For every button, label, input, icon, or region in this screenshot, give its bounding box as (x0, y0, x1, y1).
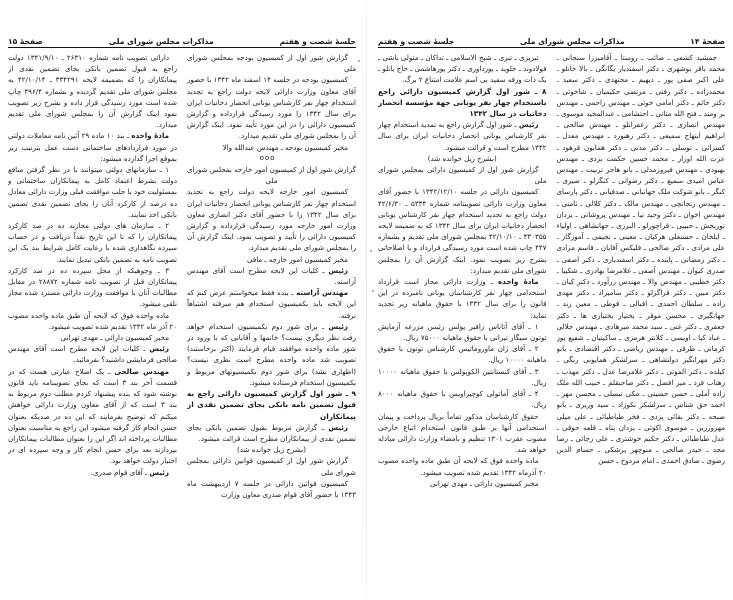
speaker-paragraph (8, 366, 177, 467)
paragraph: ۴ ـ آقای آماتولی کوچیراویس با حقوق ماهیانه ۸۰۰۰ ریال. (378, 389, 547, 410)
session-label: جلسهٔ شصت و هفتم (378, 37, 455, 46)
header-rule (378, 47, 725, 48)
scan-speck (358, 60, 360, 62)
publication-title: مذاکرات مجلس شورای ملی (108, 37, 214, 46)
paragraph: ماده واحده فوق که لایحه آن طبق ماده واحده مصوب ۲۰ آذرماه ۱۳۴۲ تقدیم شده تصویب میشود. (378, 456, 547, 477)
paragraph: جمشید کشفی ـ صائب ـ روستا ـ آقامیرزا سنجانی ـ محمد باقر بوشهری ـ دکتر اسفندیار یگانگی ـ بالا خانلو ـ علی اکبر صفی پور ـ دیهیم ـ مجتهدی ـ دکتر سعید ـ محمدزاده ـ دکتر رفتی ـ مرتضی حکیمیان ـ شاخوئی ـ دکتر حائم ـ دکتر امامی خوئی ـ مهندس راحمی ـ مهندس بر ومند ـ فتح الله متانی ـ احتشامی ـ عبدالمجید موسوی ـ مهندس انصاری ـ دکتر زعفرانلو ـ مهندس صالحی ـ ابراهیم ابتهاج سمیعی ـ دکتر رهنورد ـ مهندس معدل ـ کسرائی ـ توسلی ـ دکتر مدنی ـ دکتر همایون فرهود ـ عزت الله اوزار ـ محمد حسین حکمت یزدی ـ مهندس بهبودی ـ مهندس فیروزمدلی ـ بانو هاجر تربیت ـ مهندس عباس امیدی سمیع ـ دکتر رضوانی ـ کنگرلو ـ صیری ـ کنگر ـ بانو شوکت ملک جهانبانی ـ صدقیانی ـ دکتر پارسای ـ مهندس زنجانچی ـ مهندس مالک ـ دکتر کلالی ـ ثامنی ـ مهندس اخوان ـ دکتر وحید نیا ـ مهندس پروشانی ـ یزدان نوربخش ـ حبیبی ـ قراچورلو ـ البرزی ـ جهانشاهی ـ اولیاء ـ ایلخان ـ حسنعلی هرکیان ـ معینی ـ نجیمی ـ آموزگار ـ علی مرادی ـ دکتر صالحی ـ فلیکس آقایان ـ قاسم مرادی ـ دکتر رمضانی ـ پاینده ـ دکتر اسفندیاری ـ دکتر اصفی ـ صدری کیوان ـ مهندس آصفی ـ غلامرضا بهادری ـ شکیبا ـ دکتر خطیبی ـ مهندس والا ـ مهندس زرآورد ـ دکتر کیان ـ دکتر مبین ـ دکتر قراگزلو ـ دکتر سامیراد ـ دکتر مهدی زاده ـ سلطان احمدی ـ اقبالی ـ قوطی ـ معین زند ـ جهانگیری ـ محسن موقر ـ بختیار بختیاری ها ـ دکتر جعفری ـ دکتر غنی ـ سید محمد میرهادی ـ مهندس جلالی ـ عباد کیا ـ اویسی ـ کلانتر هرمزی ـ ساکینیان ـ شفیع پور کرمانی ـ طرقی ـ مهندس ریاضی ـ دکتر اقتصادی ـ بانو دکتر مهرانگیز دولتشاهی ـ سرلشکر همایونی ریگی ـ کیلده ـ دکتر الموتی ـ دکتر غلامرضا عدل ـ دکتر مهذب ـ زهتاب فرد ـ میر افضل ـ دکتر صاحبقلم ـ حبیب الله ملک زاده آملی ـ حسن حسینی ـ مکی تبسلی ـ محسن مهر ـ احمد حق شناس ـ سرلشکر نکوزاد ـ سید وزیری ـ بانو صبحه ـ دکتر بقائی یزدی ـ فخر طباطبائی ـ علی میلی مهرورزین ـ موسوی اکوئی ـ یزدان پناه ـ قلعه جوقی ـ عدل طباطبائی ـ دکتر حکیم خوشتری ـ علی رجائی ـ رضا مجد ـ حیدر صالحی ـ منوچهر پزشکی ـ حسام الدین رضوی ـ صادق احمدی ـ امام مردوخ ـ حسن (556, 53, 725, 466)
session-label: جلسهٔ شصت و هفتم (279, 37, 356, 46)
speaker-name: مادهٔ واحده (131, 131, 170, 141)
speech-text: ـ وزارت دارائی مجاز است قرارداد استخدامی چهار نفر کارشناسان یونانی نامبرده در این قانون را برای سال ۱۳۴۲ با حقوق ماهیانه زیر تجدید نماید: (378, 277, 547, 320)
paragraph: حقوق کارشناسان مذکور تماماً بریال پرداخت و پیمان استخدامی آنها بر طبق قانون استخدام اتباع خارجی مصوب عقرب ۱۳۰۱ تنظیم و بامضاء وزارت دارائی مبادله خواهد شد. (378, 411, 547, 455)
paragraph: کمیسیون قوانین دارائی در جلسه ۷ اردیبهشت ماه ۱۳۴۳ با حضور آقای قوام صدری معاون وزارت (187, 478, 356, 499)
speaker-name: رئیس (328, 265, 348, 275)
column-left (8, 52, 177, 590)
speech-text: ـ شور اول گزارش راجع به تمدید استخدام چهار نفر کارشناس یونانی انحصار دخانیات ایران برای سال ۱۳۴۲ مطرح است و قرائت میشود. (378, 120, 547, 152)
paragraph: گزارش شور اول از کمیسیون بودجه بمجلس شورای ملی (187, 53, 356, 74)
header-rule (8, 47, 356, 48)
speaker-name: مادهٔ واحده (498, 277, 539, 287)
speaker-paragraph (187, 287, 356, 321)
centered-note: (بشرح زیل خوانده شد) (237, 445, 306, 455)
section-separator: ooo (259, 153, 276, 162)
speaker-name: مهندس آراسته (296, 288, 349, 298)
column-right (187, 52, 356, 590)
paragraph: ماده واحده فوق که لایحه آن طبق ماده واحده مصوب ۲۰ آذر ماه ۱۳۴۲ تقدیم شده تصویب میشود. (8, 310, 177, 331)
section-heading: ۹ ـ شور اول گزارش کمیسیون دارائی راجع به قبول تضمین نامه بانکی بجای تضمین نقدی از پیمانکاران (187, 389, 356, 421)
left-page (0, 0, 366, 600)
speaker-name: رئیس (518, 120, 539, 130)
page-header (378, 32, 725, 46)
speech-text: ـ کلیات این لایحه مطرح است آقای مهندس صالحی فرمایشی داشتید؟ بفرمائید. (8, 344, 177, 365)
paragraph: تبریزی ـ تبری ـ شیخ الاسلامی ـ تداکان ـ متولی باشی ـ فولادوند ـ جلوید ـ پورداوری ـ دکتر پورهاشمی ـ حاج بانلو ـ یک ذات ورقه سفید بی اسم علامت امتناع ۲ برگ. (378, 53, 547, 85)
scan-speck (372, 290, 374, 292)
speech-text: ـ گزارش مربوط بقبول تضمین بانکی بجای تضمین نقدی از پیمانکاران مطرح است قرائت میشود. (187, 422, 356, 443)
speaker-paragraph (187, 265, 356, 287)
speaker-name: رئیس (328, 422, 348, 432)
centered-note: (بشرح زیل خوانده شد) (427, 153, 497, 163)
paragraph: مخبر کمیسیون دارائی ـ مهدی تهرانی (429, 478, 539, 488)
paragraph: ۳ ـ آقای کنستانتین الکوپولس با حقوق ماهیانه ۱۰۰۰۰ ریال. (378, 366, 547, 387)
speaker-paragraph (187, 422, 356, 444)
speech-text: ـ بند ۱۰ ماده ۲۹ آئین نامه معاملات دولتی در مورد قراردادهای ساختمانی دست عمل بترتیب زیر بموقع اجرا گذارده میشود: (8, 131, 177, 163)
paragraph: ۱ ـ سازمانهای دولتی میتوانند با در نظر گرفتن منافع دولت بشرط اعتماد کامل به پیمانکاران ساختمانی و بمسئولیت خود با جلب موافقت قبلی وزارت دارائی معادل ده درصد از کارکرد آنان را بجای تضمین نقدی تضمین بانکی اخذ نمایند. (8, 165, 177, 219)
speech-text: ـ آقای قوام صدری. (90, 467, 150, 477)
paragraph: مخبر کمیسیون امور خارجه ـ مافی (246, 254, 348, 264)
section-heading: ۸ ـ شور اول گزارش کمیسیون دارائی راجع باستخدام چهار نفر یونانی جهة مؤسسه انحصار دخانیات در سال ۱۳۴۲ (378, 86, 547, 119)
paragraph: ۳ ـ وجوهیکه از محل سپرده ده در صد کارکرد پیمانکاران قبل از تصویب نامه شماره ۲۸۸۷۲ در مقابل مطالبات آنان با موافقت وزارت دارائی مسترد شده مجاز تلقی میشود. (8, 265, 177, 309)
right-page (366, 0, 733, 600)
column-left (378, 52, 547, 590)
speaker-name: مهندس صالحی (114, 366, 169, 376)
speaker-paragraph (378, 119, 547, 153)
page-header (8, 32, 356, 46)
column-right (557, 52, 726, 590)
paragraph: کمیسیون امور خارجه لایحه دولت راجع به تجدید استخدام چهار نفر کارشناس یونانی انحصار دخانیات ایران برای سال ۱۳۴۲ را با حضور آقای دکتر انصاری معاون وزارت امور خارجه مورد رسیدگی قرارداده و گزارش کمیسیون دارائی را تأیید و تصویب نمود. اینک گزارش آن را بمجلس شورای ملی تقدیم میدارد. (187, 187, 356, 253)
centered-note: گزارش شور اول از کمیسیون امور خارجه بمجلس شورای ملی (187, 165, 356, 186)
paragraph: دارائی تصویب نامه شماره ۲۶۳۱۰ ـ ۱۳۴۱/۹/۱۰ دولت راجع به قبول تضمین بانکی بجای تضمین نقدی از پیمانکاران را که بضمیمه لایحه ۳۳۴۲۹۱ ـ ۴۲/۱۰/۱۴ به مجلس شورای ملی تقدیم گردیده و بشماره ۴۹۶/۴ چاپ شده است مورد رسیدگی قرار داده و بشرح زیر تصویب نمود اینک گزارش آن را بمجلس شورای ملی تقدیم میدارد. (8, 53, 177, 130)
speaker-name: رئیس (149, 344, 169, 354)
paragraph: مخبر کمیسیون بودجه ـ مهندس عبدالله والا (222, 142, 348, 152)
publication-title: مذاکرات مجلس شورای ملی (519, 37, 625, 46)
paragraph: ۲ ـ آقای ژان ماوروماتیس کارشناس توتون با حقوق ماهیانه ۱۰۰۰۰ ریال. (378, 344, 547, 365)
speaker-name: رئیس (149, 467, 169, 477)
speaker-paragraph (187, 321, 356, 388)
speaker-paragraph (378, 276, 547, 321)
speech-text: ـ یک اصلاح عبارتی هست که در قسمت آخر بند ۳ است که بجای تصویبنامه باید قانون نوشته شود که بنده پیشنهاد کردم مطلب دوم مربوط به بند ۳ است که از آقای معاون وزارت دارائی خواهش میکنم که توضیح بفرمایند که این ده در صدیکه بعنوان حسن انجام کار گرفته میشود این راجع به متاسبت بعنوان مطالبات پرداخته اند اگر این را بعنوان مطالبات پیمانکاران بپردازند بعد برای حسن انجام کار و وجه سپرده ای در اختیار دولت خواهد بود. (8, 366, 177, 466)
speech-text: ـ بنده فقط میخواستم عرض کنم که این لایحه باید بکمیسیون استخدام هم میرفته اشتباهاً نرفته. (187, 288, 356, 320)
speech-text: ـ برای شور دوم بکمیسیون استخدام خواهد رفت نظر دیگری نیست؟ خانمها و آقایانی که با ورود در شور ماده واحده موافقند قیام فرمایند (اکثر برخاستند) تصویب شد ماده واحده مطرح است نظری نیست؟ (اظهاری نشد) برای شور دوم بکمیسیونهای مربوط و بکمیسیون استخدام فرستاده میشود. (187, 321, 356, 387)
paragraph: کمیسیون بودجه در جلسه ۱۴ اسفند ماه ۱۳۴۲ با حضور آقای معاون وزارت دارائی لایحه دولت راجع به تجدید استخدام چهار نفر کارشناس یونانی انحصار دخانیات ایران برای سال ۱۳۴۲ را مورد رسیدگی قرارداده و گزارش کمیسیون دارائی را در این مورد تأیید نمود. اینک گزارش آن را بمجلس شورای ملی تقدیم میدارد. (187, 75, 356, 141)
speech-text: ـ کلیات این لایحه مطرح است آقای مهندس آراسته. (187, 265, 356, 287)
text-columns (8, 52, 356, 590)
scan-speck (370, 250, 372, 252)
paragraph: ۱ ـ آقای آتاناس زافیر پولس رئیس مزرعه آزمایش توتون سیگار تیرانی با حقوق ماهیانه ۷۵۰۰۰ ریال. (378, 321, 547, 343)
page-number: صفحهٔ ۱۴ (690, 37, 725, 46)
paragraph: ۲ ـ سازمان های دولتی مجازند ده در صد کارکرد پیمانکاران را که تا این تاریخ نقداً دریافت و در حساب سپرده نگاهداری شده با رعایت کامل شرایط بند یک این تصویب نامه به تضمین بانکی تبدیل نمایند. (8, 221, 177, 264)
paragraph: گزارش شور اول از کمیسیون قوانین دارائی بمجلس شورای ملی (187, 456, 356, 477)
paragraph: گزارش شور اول از کمیسیون دارائی بمجلس شورای ملی (378, 165, 547, 186)
paragraph: مخبر کمیسیون دارائی ـ مهدی تهرانی (60, 333, 169, 343)
speaker-paragraph (8, 130, 177, 164)
speaker-name: رئیس (328, 321, 348, 331)
speaker-paragraph (8, 343, 177, 365)
page-number: صفحهٔ ۱۵ (8, 37, 43, 46)
text-columns (378, 52, 725, 590)
speaker-paragraph (8, 467, 177, 478)
paragraph: کمیسیون دارائی در جلسه ۱۳۴۲/۱۲/۱۰ با حضور آقای معاون وزارت دارائی تصویبنامه شماره ۵۳۳۴ ـ ۴۲/۶/۳۰ دولت راجع به تجدید استخدام چهار نفر کارشناس یونانی انحصار دخانیات ایران برای سال ۱۳۴۲ که به ضمیمه لایحه ۳۳۰۳۵۵ ـ ۴۲/۱۰/۱۰ بمجلس شورای ملی تقدیم و بشماره ۴۴۷ چاپ شده است مورد رسیدگی قرارداد و با اصلاحاتی بشرح زیر تصویب نمود. اینک گزارش آن را بمجلس شورای ملی تقدیم میدارد: (378, 187, 547, 275)
